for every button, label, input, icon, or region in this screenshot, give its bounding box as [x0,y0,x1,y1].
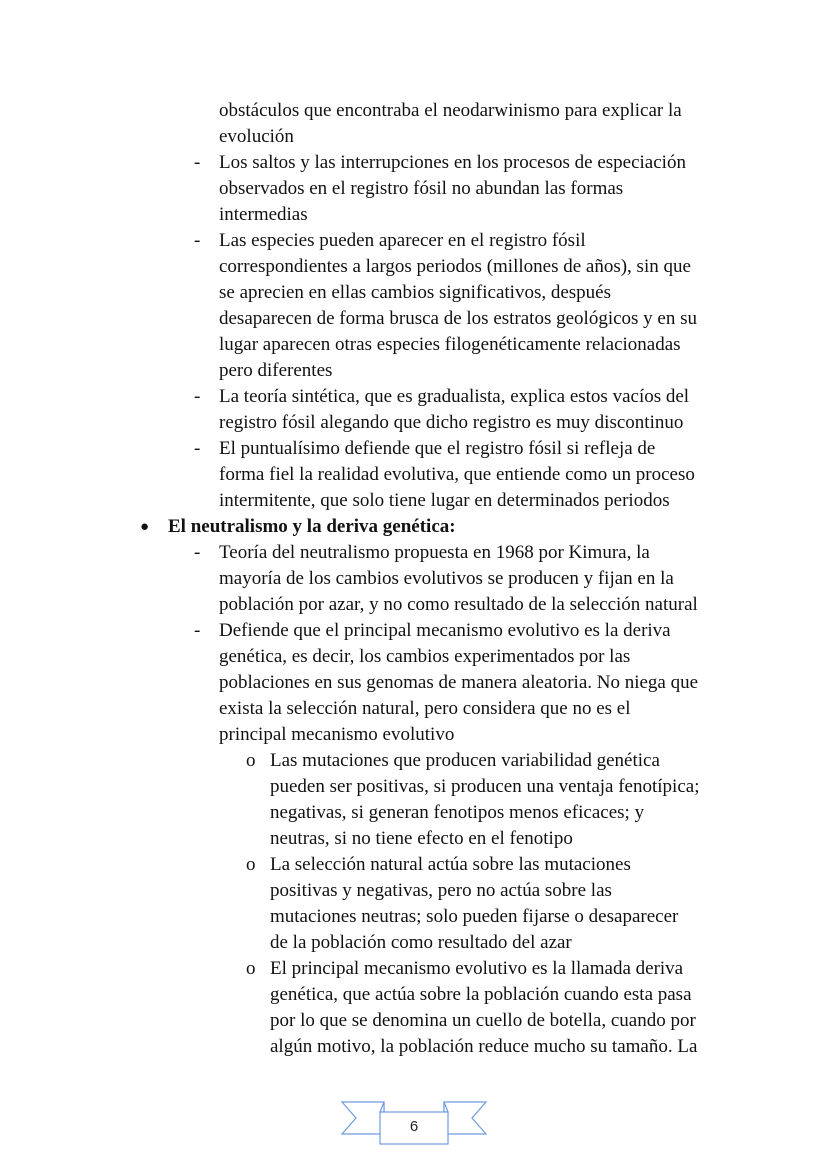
text-line: desaparecen de forma brusca de los estratos geológicos y en su [219,308,697,329]
text-line: Las mutaciones que producen variabilidad genética [270,750,660,771]
text-line: El neutralismo y la deriva genética: [168,516,456,537]
circle-bullet-icon: o [246,958,256,979]
bullet-heading [0,514,828,540]
list-item [0,384,828,436]
list-item [0,540,828,618]
text-line: correspondientes a largos periodos (millones de años), sin que [219,256,691,277]
text-line: mutaciones neutras; solo pueden fijarse o desaparecer [270,906,679,927]
text-line: El principal mecanismo evolutivo es la llamada deriva [270,958,684,979]
text-line: algún motivo, la población reduce mucho su tamaño. La [270,1036,698,1057]
text-line: evolución [219,126,294,147]
text-line: de la población como resultado del azar [270,932,572,953]
text-line: genética, es decir, los cambios experimentados por las [219,646,631,667]
sub-list-item [0,748,828,852]
text-line: Defiende que el principal mecanismo evolutivo es la deriva [219,620,671,641]
document-body [0,98,828,1060]
dash-icon: - [194,386,201,407]
circle-bullet-icon: o [246,750,256,771]
dash-icon: - [194,542,201,563]
text-line: negativas, si generan fenotipos menos eficaces; y [270,802,645,823]
text-line: registro fósil alegando que dicho registro es muy discontinuo [219,412,684,433]
text-line: población por azar, y no como resultado de la selección natural [219,594,698,615]
text-line: forma fiel la realidad evolutiva, que entiende como un proceso [219,464,695,485]
text-line: mayoría de los cambios evolutivos se producen y fijan en la [219,568,674,589]
page-footer [340,1098,488,1146]
list-item [0,98,828,150]
text-line: intermitente, que solo tiene lugar en determinados periodos [219,490,670,511]
dash-icon: - [194,230,201,251]
text-line: se aprecien en ellas cambios significativos, después [219,282,612,303]
text-line: observados en el registro fósil no abundan las formas [219,178,624,199]
text-line: Los saltos y las interrupciones en los procesos de especiación [219,152,686,173]
sub-list-item [0,852,828,956]
list-item [0,436,828,514]
text-line: pero diferentes [219,360,333,381]
sub-list-item [0,956,828,1060]
list-item [0,228,828,384]
text-line: La teoría sintética, que es gradualista, explica estos vacíos del [219,386,690,407]
text-line: Teoría del neutralismo propuesta en 1968 por Kimura, la [219,542,650,563]
text-line: La selección natural actúa sobre las mutaciones [270,854,631,875]
text-line: El puntualísimo defiende que el registro fósil si refleja de [219,438,656,459]
dash-icon: - [194,152,201,173]
text-line: Las especies pueden aparecer en el registro fósil [219,230,586,251]
text-line: por lo que se denomina un cuello de botella, cuando por [270,1010,696,1031]
text-line: poblaciones en sus genomas de manera aleatoria. No niega que [219,672,699,693]
text-line: lugar aparecen otras especies filogenéticamente relacionadas [219,334,681,355]
text-line: intermedias [219,204,308,225]
text-line: principal mecanismo evolutivo [219,724,455,745]
page-number: 6 [409,1118,419,1135]
circle-bullet-icon: o [246,854,256,875]
text-line: neutras, si no tiene efecto en el fenotipo [270,828,573,849]
bullet-icon: ● [140,519,150,535]
list-item [0,618,828,748]
text-line: pueden ser positivas, si producen una ventaja fenotípica; [270,776,700,797]
dash-icon: - [194,620,201,641]
dash-icon: - [194,438,201,459]
text-line: positivas y negativas, pero no actúa sobre las [270,880,612,901]
text-line: exista la selección natural, pero considera que no es el [219,698,631,719]
text-line: obstáculos que encontraba el neodarwinismo para explicar la [219,100,682,121]
text-line: genética, que actúa sobre la población cuando esta pasa [270,984,692,1005]
list-item [0,150,828,228]
